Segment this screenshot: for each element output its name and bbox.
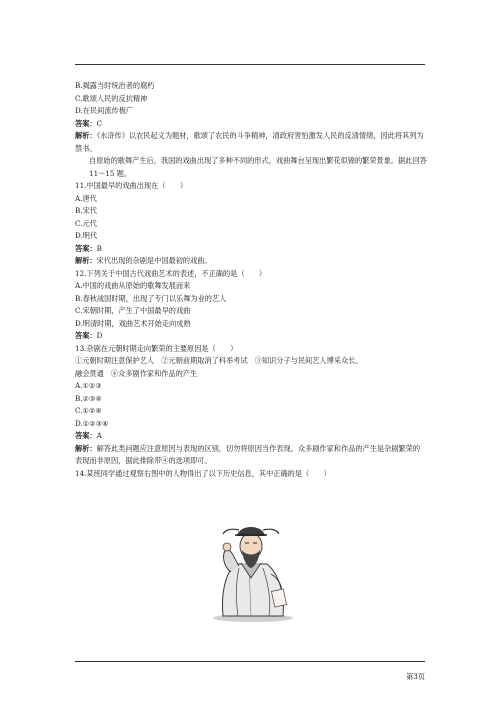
explanation-text: 宋代出现的杂剧是中国最初的戏曲。 bbox=[96, 256, 212, 265]
answer-value: B bbox=[96, 243, 102, 253]
answer-label: 答案： bbox=[75, 331, 97, 340]
answer-label: 答案： bbox=[75, 243, 97, 253]
explanation-11 bbox=[75, 255, 427, 268]
q12-option-c: C.宋朝时期，产生了中国最早的戏曲 bbox=[75, 306, 191, 315]
answer-12 bbox=[75, 330, 427, 343]
q11-option-d: D.明代 bbox=[75, 231, 98, 240]
explanation-text: 《水浒传》以农民起义为题材，歌颂了农民的斗争精神，清政府害怕激发人民的反清情绪，因此将其列为禁书。 bbox=[75, 131, 424, 153]
option-c-prev: C.歌颂人民的反抗精神 bbox=[75, 93, 148, 103]
explanation-text: 解答此类问题应注意原因与表现的区别，切勿将原因当作表现。众多剧作家和作品的产生是杂剧繁荣的表现而非原因，据此排除带④的选项即可。 bbox=[75, 443, 421, 465]
question-13: 13.杂剧在元朝时期走向繁荣的主要原因是（ ） bbox=[75, 343, 238, 353]
answer-label: 答案： bbox=[75, 431, 97, 440]
page-number: 第3页 bbox=[406, 672, 425, 681]
q13-option-c: C.①②④ bbox=[75, 406, 102, 415]
option-b-prev: B.揭露当时统治者的腐朽 bbox=[75, 81, 155, 90]
q12-option-d: D.明清时期，戏曲艺术开始走向成熟 bbox=[75, 318, 191, 328]
answer-value: D bbox=[96, 331, 103, 340]
answer-10 bbox=[75, 118, 427, 131]
option-d-prev: D.在民间流传极广 bbox=[75, 106, 134, 115]
section-intro: 自原始的歌舞产生后，我国的戏曲出现了多种不同的形式，戏曲舞台呈现出繁花似锦的繁荣景象。据此回答 11～15 题。 bbox=[89, 156, 427, 178]
q13-option-d: D.①②③④ bbox=[75, 418, 109, 428]
answer-11 bbox=[75, 243, 427, 256]
question-14: 14.某班同学通过观察右图中的人物得出了以下历史信息，其中正确的是（ ） bbox=[75, 468, 331, 478]
q12-option-b: B.春秋战国时期，出现了专门以乐舞为业的艺人 bbox=[75, 293, 227, 303]
q13-conditions-2: 融会贯通 ④众多剧作家和作品的产生 bbox=[75, 368, 198, 378]
explanation-10 bbox=[75, 130, 427, 155]
explanation-label: 解析： bbox=[75, 131, 97, 140]
q11-option-a: A.唐代 bbox=[75, 193, 97, 203]
explanation-label: 解析： bbox=[75, 443, 97, 453]
q13-conditions-1: ①元朝时期注意保护艺人 ②元朝前期取消了科举考试 ③知识分子与民间艺人博采众长、 bbox=[75, 356, 363, 365]
q12-option-a: A.中国的戏曲从原始的歌舞发展而来 bbox=[75, 281, 191, 290]
explanation-label: 解析： bbox=[75, 256, 97, 265]
question-12: 12.下列关于中国古代戏曲艺术的表述，不正确的是（ ） bbox=[75, 268, 267, 278]
q13-option-b: B.②③④ bbox=[75, 393, 102, 403]
header-rule bbox=[75, 64, 425, 65]
question-11: 11.中国最早的戏曲出现在（ ） bbox=[75, 181, 188, 190]
q11-option-b: B.宋代 bbox=[75, 206, 97, 215]
answer-value: A bbox=[96, 431, 102, 440]
explanation-13 bbox=[75, 443, 427, 468]
q13-option-a: A.①②③ bbox=[75, 381, 102, 390]
answer-label: 答案： bbox=[75, 118, 97, 128]
q11-option-c: C.元代 bbox=[75, 218, 97, 228]
answer-13 bbox=[75, 430, 427, 443]
answer-value: C bbox=[96, 118, 103, 128]
scholar-portrait-illustration bbox=[205, 508, 300, 623]
footer-rule bbox=[75, 661, 425, 662]
document-body bbox=[75, 80, 427, 480]
